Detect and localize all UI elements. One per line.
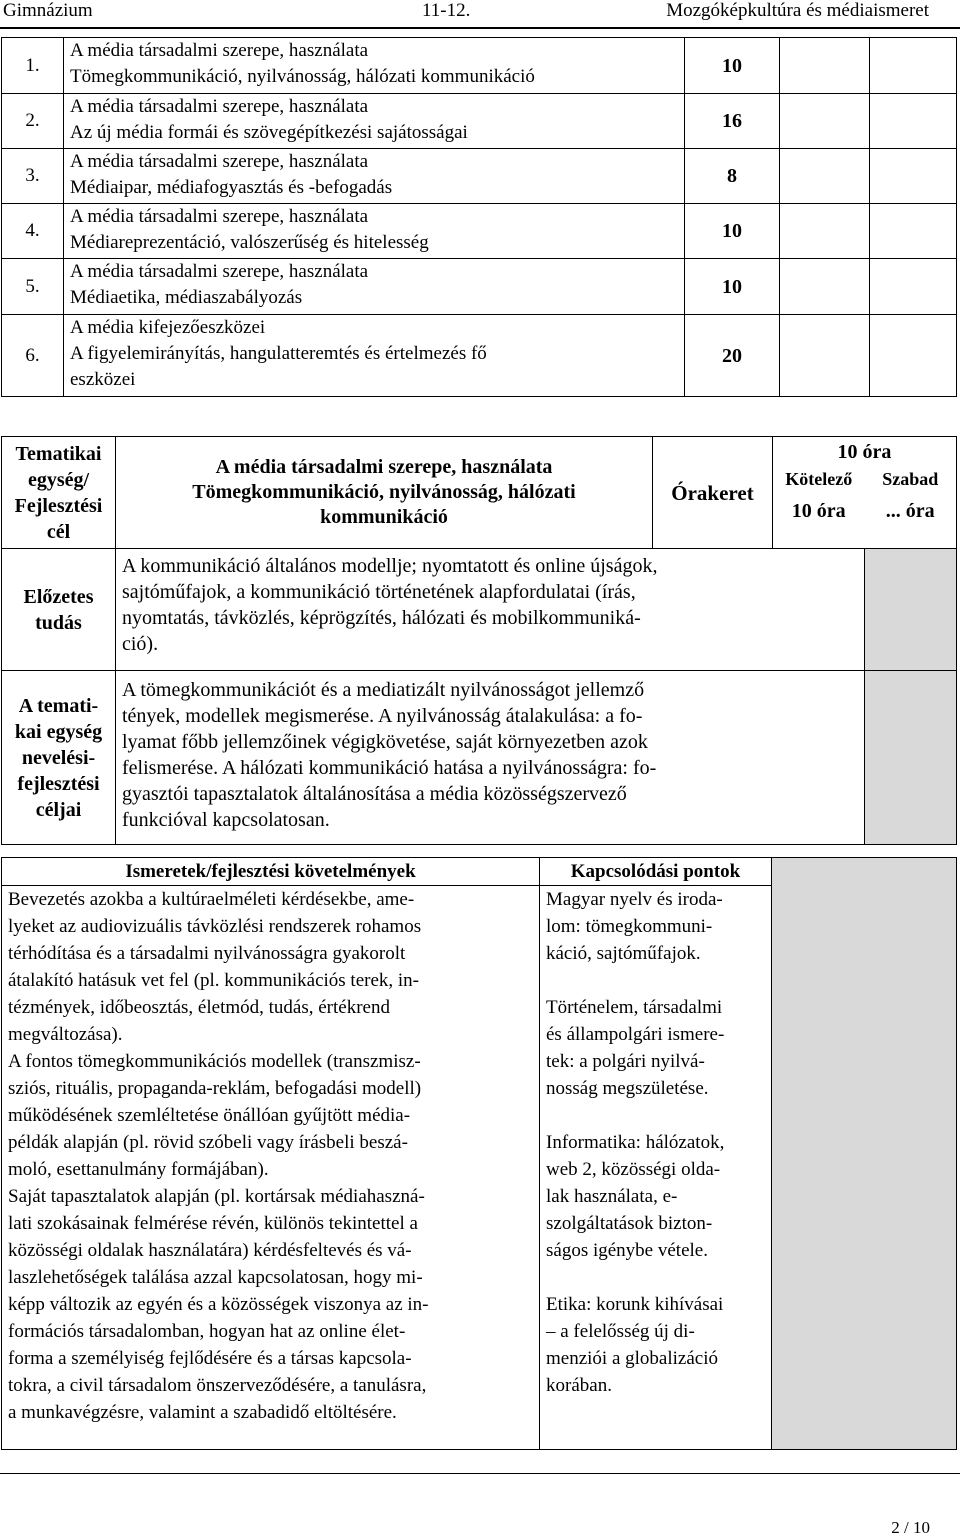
connections-header: Kapcsolódási pontok <box>540 858 772 886</box>
kotelezo-hours: 10 óra <box>791 500 846 522</box>
topic-title-line: Tömegkommunikáció, nyilvánosság, hálózati kommunikáció <box>70 66 535 87</box>
topic-hours: 10 <box>685 38 780 94</box>
goals-text: A tömegkommunikációt és a mediatizált nyilvánosságot jellemző tények, modellek megismerése. A nyilvánosság átalakulása: a fo- lyamat főbb jellemzőinek végigkövetése, saját környezetben azok felismerése. A hálózati kommunikáció hatása a nyilvánosságra: fo- gyasztói tapasztalatok általánosítása a média közösségszervező funkcióval kapcsolatosan. <box>116 671 865 845</box>
requirement-line: a munkavégzésre, valamint a szabadidő eltöltésére. <box>8 1402 397 1423</box>
total-hours: 10 óra <box>837 441 892 463</box>
topic-title-line: A média társadalmi szerepe, használata <box>70 206 369 227</box>
goals-label: A temati- kai egység nevelési- fejlesztési céljai <box>2 671 116 845</box>
kotelezo-label: Kötelező <box>785 469 853 489</box>
connection-line: ságos igénybe vétele. <box>546 1240 708 1261</box>
topic-hours: 10 <box>685 259 780 315</box>
topic-title-line: A média társadalmi szerepe, használata <box>70 261 369 282</box>
connection-line <box>546 1264 765 1291</box>
topic-title <box>64 149 685 204</box>
topic-number: 3. <box>2 149 64 204</box>
requirement-line: forma a személyiség fejlődésére és a társas kapcsola- <box>8 1348 412 1369</box>
topic-title-line: A média kifejezőeszközei <box>70 317 266 338</box>
empty-cell <box>870 149 957 204</box>
szabad-hours: ... óra <box>885 500 935 522</box>
connection-line: menziói a globalizáció <box>546 1348 718 1369</box>
unit-label: Tematikai egység/ Fejlesztési cél <box>2 437 116 549</box>
topic-title-line: Az új média formái és szövegépítkezési sajátosságai <box>70 122 468 143</box>
grey-cell-1 <box>865 549 957 671</box>
connection-line: nosság megszületése. <box>546 1078 709 1099</box>
topic-title-line: Médiareprezentáció, valószerűség és hitelesség <box>70 232 429 253</box>
topic-title-line: A média társadalmi szerepe, használata <box>70 40 369 61</box>
empty-cell <box>780 38 870 94</box>
requirements-table <box>1 857 957 1450</box>
topic-title-line: A média társadalmi szerepe, használata <box>70 96 369 117</box>
empty-cell <box>870 94 957 149</box>
connection-line: Történelem, társadalmi <box>546 997 723 1018</box>
topic-row <box>2 204 957 259</box>
unit-title: A média társadalmi szerepe, használata Tömegkommunikáció, nyilvánosság, hálózati kommunikáció <box>116 437 653 549</box>
topic-hours: 8 <box>685 149 780 204</box>
requirement-line: közösségi oldalak használatára) kérdésfeltevés és vá- <box>8 1240 412 1261</box>
connection-line: tek: a polgári nyilvá- <box>546 1051 705 1072</box>
topic-number: 4. <box>2 204 64 259</box>
requirement-line: Saját tapasztalatok alapján (pl. kortársak médiahaszná- <box>8 1186 425 1207</box>
topic-row <box>2 149 957 204</box>
requirement-line: tézmények, időbeosztás, életmód, tudás, értékrend <box>8 997 390 1018</box>
topic-number: 6. <box>2 315 64 397</box>
grey-cell-3 <box>772 858 957 1450</box>
header-school: Gimnázium <box>3 0 93 21</box>
topic-title-line: A média társadalmi szerepe, használata <box>70 151 369 172</box>
connection-line <box>546 967 765 994</box>
connection-line: és állampolgári ismere- <box>546 1024 725 1045</box>
requirements-header: Ismeretek/fejlesztési követelmények <box>2 858 540 886</box>
connection-line <box>546 1102 765 1129</box>
requirement-line: moló, esettanulmány formájában). <box>8 1159 269 1180</box>
connection-line: korában. <box>546 1375 612 1396</box>
empty-cell <box>870 38 957 94</box>
requirement-line: sziós, rituális, propaganda-reklám, befogadási modell) <box>8 1078 422 1099</box>
connection-line: Informatika: hálózatok, <box>546 1132 725 1153</box>
page-header <box>0 0 960 22</box>
topic-hours: 10 <box>685 204 780 259</box>
requirement-line: lyeket az audiovizuális távközlési rendszerek rohamos <box>8 916 422 937</box>
requirement-line: átalakító hatásuk vet fel (pl. kommunikációs terek, in- <box>8 970 420 991</box>
requirement-line: képp változik az egyén és a közösségek viszonya az in- <box>8 1294 429 1315</box>
prior-knowledge-text: A kommunikáció általános modellje; nyomtatott és online újságok, sajtóműfajok, a kommunikáció történetének alapfordulatai (írás, nyomtatás, távközlés, képrögzítés, hálózati és mobilkommuniká- ció). <box>116 549 865 671</box>
connections-text <box>540 886 772 1450</box>
empty-cell <box>780 204 870 259</box>
requirement-line: működésének szemléltetése önállóan gyűjtött média- <box>8 1105 411 1126</box>
connection-line: web 2, közösségi olda- <box>546 1159 721 1180</box>
topic-number: 5. <box>2 259 64 315</box>
requirement-line: megváltozása). <box>8 1024 123 1045</box>
requirement-line: formációs társadalomban, hogyan hat az online élet- <box>8 1321 406 1342</box>
requirement-line: lati szokásainak felmérése révén, különös tekintettel a <box>8 1213 418 1234</box>
topic-title-line: Médiaetika, médiaszabályozás <box>70 287 303 308</box>
empty-cell <box>870 204 957 259</box>
topic-row <box>2 94 957 149</box>
prior-knowledge-label: Előzetes tudás <box>2 549 116 671</box>
topic-row <box>2 38 957 94</box>
topic-row <box>2 315 957 397</box>
topic-title-line: A figyelemirányítás, hangulatteremtés és értelmezés fő <box>70 343 487 364</box>
topic-number: 1. <box>2 38 64 94</box>
page-number: 2 / 10 <box>891 1518 930 1537</box>
connection-line: Etika: korunk kihívásai <box>546 1294 724 1315</box>
empty-cell <box>780 149 870 204</box>
topic-hours: 20 <box>685 315 780 397</box>
grey-cell-2 <box>865 671 957 845</box>
requirement-line: A fontos tömegkommunikációs modellek (transzmisz- <box>8 1051 421 1072</box>
topic-title <box>64 204 685 259</box>
header-subject: Mozgóképkultúra és médiaismeret <box>666 0 929 21</box>
connection-line: lom: tömegkommuni- <box>546 916 713 937</box>
requirement-line: laszlehetőségek találása azzal kapcsolatosan, hogy mi- <box>8 1267 423 1288</box>
connection-line: Magyar nyelv és iroda- <box>546 889 723 910</box>
topic-hours: 16 <box>685 94 780 149</box>
connection-line: káció, sajtóműfajok. <box>546 943 701 964</box>
unit-table <box>1 436 957 845</box>
topic-row <box>2 259 957 315</box>
header-rule <box>0 27 960 29</box>
requirement-line: térhódítása és a társadalmi nyilvánosságra gyakorolt <box>8 943 406 964</box>
connection-line: lak használata, e- <box>546 1186 678 1207</box>
header-grade: 11-12. <box>422 0 471 21</box>
topic-number: 2. <box>2 94 64 149</box>
empty-cell <box>780 259 870 315</box>
footer-rule <box>0 1473 960 1474</box>
empty-cell <box>870 259 957 315</box>
requirements-text <box>2 886 540 1450</box>
empty-cell <box>780 94 870 149</box>
topic-title <box>64 259 685 315</box>
empty-cell <box>780 315 870 397</box>
requirement-line: tokra, a civil társadalom önszerveződésére, a tanulásra, <box>8 1375 427 1396</box>
connection-line: – a felelősség új di- <box>546 1321 695 1342</box>
empty-cell <box>870 315 957 397</box>
topic-title-line: eszközei <box>70 369 136 390</box>
topic-title-line: Médiaipar, médiafogyasztás és -befogadás <box>70 177 393 198</box>
orakeret-label: Órakeret <box>653 437 773 549</box>
topic-title <box>64 315 685 397</box>
hours-cell <box>773 437 957 549</box>
szabad-label: Szabad <box>882 469 939 489</box>
requirement-line: Bevezetés azokba a kultúraelméleti kérdésekbe, ame- <box>8 889 415 910</box>
requirement-line: példák alapján (pl. rövid szóbeli vagy írásbeli beszá- <box>8 1132 408 1153</box>
topic-title <box>64 94 685 149</box>
connection-line: szolgáltatások bizton- <box>546 1213 713 1234</box>
topics-table <box>1 37 957 397</box>
topic-title <box>64 38 685 94</box>
